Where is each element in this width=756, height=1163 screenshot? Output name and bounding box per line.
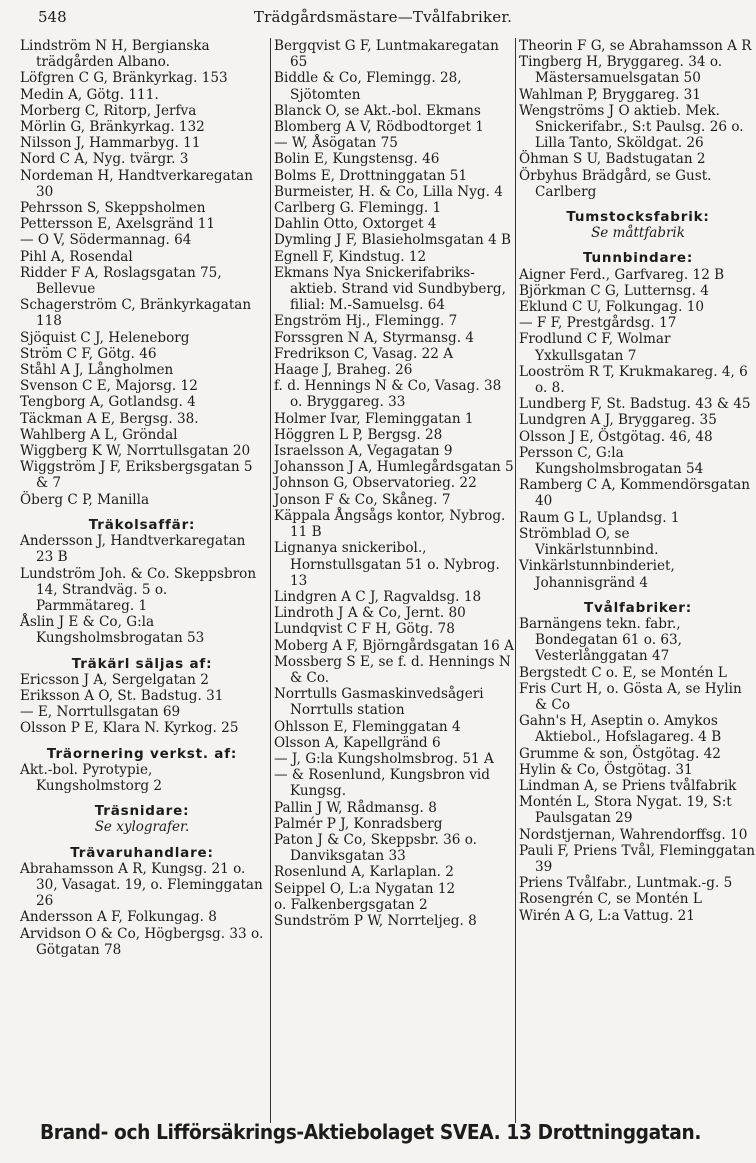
directory-entry: Ekmans Nya Snickerifabriks-aktieb. Strand vid Sundbyberg, filial: M.-Samuelsg. 64 bbox=[274, 264, 506, 314]
section-heading: Träsnidare: bbox=[94, 803, 190, 820]
section-heading: Träkärl säljas af: bbox=[71, 655, 213, 672]
directory-entry: Abrahamsson A R, Kungsg. 21 o. 30, Vasagat. 19, o. Fleminggatan 26 bbox=[20, 860, 263, 910]
directory-entry: Käppala Ångsågs kontor, Nybrog. 11 B bbox=[274, 507, 506, 541]
directory-entry: Täckman A E, Bergsg. 38. bbox=[20, 410, 199, 427]
directory-entry: Lindström N H, Bergianska trädgården Albano. bbox=[20, 38, 210, 71]
directory-entry: Löfgren C G, Bränkyrkag. 153 bbox=[20, 70, 228, 87]
directory-entry: Lignanya snickeribol., Hornstullsgatan 51 o. Nybrog. 13 bbox=[274, 540, 500, 589]
directory-entry: Olsson P E, Klara N. Kyrkog. 25 bbox=[20, 720, 239, 737]
directory-entry: Lundström Joh. & Co. Skeppsbron 14, Strandväg. 5 o. Parmmätareg. 1 bbox=[20, 565, 257, 614]
directory-entry: Andersson J, Handtverkaregatan 23 B bbox=[20, 533, 246, 566]
directory-entry: Bergstedt C o. E, se Montén L bbox=[519, 664, 727, 681]
directory-entry: Sjöquist C J, Heleneborg bbox=[20, 329, 190, 346]
directory-entry: Strömblad O, se Vinkärlstunnbind. bbox=[519, 525, 659, 559]
directory-entry: Svenson C E, Majorsg. 12 bbox=[20, 378, 198, 395]
column-3 bbox=[515, 38, 756, 1123]
directory-entry: Engström Hj., Flemingg. 7 bbox=[274, 313, 458, 330]
page-number: 548 bbox=[38, 8, 67, 26]
section-heading: Tvålfabriker: bbox=[584, 599, 692, 616]
directory-entry: Ståhl A J, Långholmen bbox=[20, 362, 174, 379]
directory-entry: f. d. Hennings N & Co, Vasag. 38 o. Bryggareg. 33 bbox=[274, 378, 502, 411]
directory-entry: Wirén A G, L:a Vattug. 21 bbox=[519, 907, 695, 924]
directory-entry: Lindgren A C J, Ragvaldsg. 18 bbox=[274, 588, 482, 605]
directory-entry: Holmer Ivar, Fleminggatan 1 bbox=[274, 410, 474, 427]
section-heading: Tunnbindare: bbox=[582, 250, 694, 267]
directory-entry: Lindroth J A & Co, Jernt. 80 bbox=[274, 605, 466, 622]
directory-entry: Dymling J F, Blasieholmsgatan 4 B bbox=[274, 232, 512, 249]
directory-entry: Blomberg A V, Rödbodtorget 1 bbox=[274, 119, 484, 136]
directory-entry: Nordeman H, Handtverkaregatan 30 bbox=[20, 167, 254, 200]
directory-entry: Blanck O, se Akt.-bol. Ekmans bbox=[274, 102, 481, 119]
directory-entry: Mossberg S E, se f. d. Hennings N & Co. bbox=[274, 653, 511, 686]
directory-entry: Ericsson J A, Sergelgatan 2 bbox=[20, 671, 209, 688]
section-heading: Tumstocksfabrik: bbox=[566, 209, 710, 226]
directory-entry: Haage J, Braheg. 26 bbox=[274, 362, 413, 379]
page-title: Trädgårdsmästare—Tvålfabriker. bbox=[253, 8, 513, 26]
footer-advertisement: Brand- och Lifförsäkrings-Aktiebolaget SVEA. 13 Drottninggatan. bbox=[40, 1120, 702, 1144]
directory-entry: Vinkärlstunnbinderiet, Johannisgränd 4 bbox=[519, 558, 675, 591]
directory-entry: Rosenlund A, Karlaplan. 2 bbox=[274, 864, 454, 881]
directory-entry: Fris Curt H, o. Gösta A, se Hylin & Co bbox=[519, 680, 742, 713]
directory-entry: Dahlin Otto, Oxtorget 4 bbox=[274, 216, 437, 233]
directory-entry: Tengborg A, Gotlandsg. 4 bbox=[20, 394, 196, 411]
directory-entry: Hylin & Co, Östgötag. 31 bbox=[519, 761, 693, 778]
directory-entry: Seippel O, L:a Nygatan 12 bbox=[274, 880, 456, 897]
directory-entry: Fredrikson C, Vasag. 22 A bbox=[274, 345, 454, 362]
directory-entry: — F F, Prestgårdsg. 17 bbox=[519, 315, 677, 332]
directory-entry: Wahlberg A L, Gröndal bbox=[20, 426, 178, 443]
cross-reference: Se måttfabrik bbox=[591, 225, 685, 242]
directory-entry: Örbyhus Brädgård, se Gust. Carlberg bbox=[519, 167, 712, 200]
section-heading: Träkolsaffär: bbox=[88, 516, 196, 533]
directory-entry: — W, Åsögatan 75 bbox=[274, 135, 398, 152]
directory-entry: Aigner Ferd., Garfvareg. 12 B bbox=[519, 266, 725, 283]
directory-entry: Olsson J E, Östgötag. 46, 48 bbox=[519, 428, 713, 445]
directory-entry: Pihl A, Rosendal bbox=[20, 248, 133, 265]
directory-entry: Pehrsson S, Skeppsholmen bbox=[20, 200, 206, 217]
directory-entry: Biddle & Co, Flemingg. 28, Sjötomten bbox=[274, 70, 462, 103]
directory-entry: Pettersson E, Axelsgränd 11 bbox=[20, 216, 216, 233]
directory-entry: Gahn's H, Aseptin o. Amykos Aktiebol., Hofslagareg. 4 B bbox=[519, 713, 722, 746]
directory-entry: Wengströms J O aktieb. Mek. Snickerifabr., S:t Paulsg. 26 o. Lilla Tanto, Sköldgat. 26 bbox=[519, 102, 744, 152]
directory-entry: Bergqvist G F, Luntmakaregatan 65 bbox=[274, 38, 499, 71]
directory-entry: Nilsson J, Hammarbyg. 11 bbox=[20, 135, 201, 152]
directory-entry: Paton J & Co, Skeppsbr. 36 o. Danviksgatan 33 bbox=[274, 831, 477, 865]
directory-entry: Norrtulls Gasmaskinvedsågeri Norrtulls station bbox=[274, 686, 484, 719]
column-1 bbox=[20, 38, 264, 958]
directory-entry: Barnängens tekn. fabr., Bondegatan 61 o. 63, Vesterlånggatan 47 bbox=[519, 615, 682, 665]
directory-entry: Nord C A, Nyg. tvärgr. 3 bbox=[20, 151, 189, 168]
directory-entry: Palmér P J, Konradsberg bbox=[274, 815, 443, 832]
directory-entry: o. Falkenbergsgatan 2 bbox=[274, 896, 428, 913]
directory-entry: Höggren L P, Bergsg. 28 bbox=[274, 426, 443, 443]
directory-entry: Andersson A F, Folkungag. 8 bbox=[20, 909, 217, 926]
directory-entry: Medin A, Götg. 111. bbox=[20, 86, 159, 103]
directory-entry: Pallin J W, Rådmansg. 8 bbox=[274, 799, 437, 816]
directory-entry: Bolin E, Kungstensg. 46 bbox=[274, 151, 440, 168]
directory-entry: Öhman S U, Badstugatan 2 bbox=[519, 151, 706, 168]
directory-entry: Lundqvist C F H, Götg. 78 bbox=[274, 621, 455, 638]
directory-entry: Lundgren A J, Bryggareg. 35 bbox=[519, 412, 717, 429]
directory-entry: Lindman A, se Priens tvålfabrik bbox=[519, 777, 737, 794]
directory-entry: Sundström P W, Norrteljeg. 8 bbox=[274, 912, 477, 929]
directory-entry: Johnson G, Observatorieg. 22 bbox=[274, 475, 477, 492]
directory-entry: Ohlsson E, Fleminggatan 4 bbox=[274, 718, 461, 735]
column-2 bbox=[270, 38, 515, 1123]
section-heading: Trävaruhandlare: bbox=[70, 844, 214, 861]
directory-entry: Burmeister, H. & Co, Lilla Nyg. 4 bbox=[274, 183, 503, 200]
directory-entry: Ström C F, Götg. 46 bbox=[20, 345, 157, 362]
directory-entry: Wiggström J F, Eriksbergsgatan 5 & 7 bbox=[20, 459, 253, 492]
directory-entry: Pauli F, Priens Tvål, Fleminggatan 39 bbox=[519, 842, 755, 875]
directory-entry: — J, G:la Kungsholmsbrog. 51 A bbox=[274, 750, 494, 767]
directory-entry: Montén L, Stora Nygat. 19, S:t Paulsgatan 29 bbox=[519, 794, 732, 827]
directory-entry: Johansson J A, Humlegårdsgatan 5 bbox=[274, 459, 514, 476]
directory-entry: Eriksson A O, St. Badstug. 31 bbox=[20, 687, 224, 704]
section-heading: Träornering verkst. af: bbox=[46, 745, 238, 762]
directory-entry: Morberg C, Ritorp, Jerfva bbox=[20, 102, 197, 119]
directory-entry: Ramberg C A, Kommendörsgatan 40 bbox=[519, 477, 751, 510]
page-header bbox=[38, 8, 728, 30]
directory-entry: Mörlin G, Bränkyrkag. 132 bbox=[20, 119, 205, 136]
directory-entry: Raum G L, Uplandsg. 1 bbox=[519, 509, 680, 526]
directory-entry: Israelsson A, Vegagatan 9 bbox=[274, 443, 453, 460]
directory-entry: Nordstjernan, Wahrendorffsg. 10 bbox=[519, 826, 748, 843]
cross-reference: Se xylografer. bbox=[94, 819, 190, 836]
directory-entry: Bolms E, Drottninggatan 51 bbox=[274, 167, 468, 184]
directory-entry: Olsson A, Kapellgränd 6 bbox=[274, 734, 441, 751]
directory-entry: Björkman C G, Lutternsg. 4 bbox=[519, 282, 709, 299]
directory-entry: Egnell F, Kindstug. 12 bbox=[274, 248, 427, 265]
directory-entry: Ridder F A, Roslagsgatan 75, Bellevue bbox=[20, 264, 222, 298]
directory-entry: Schagerström C, Bränkyrkagatan 118 bbox=[20, 297, 252, 330]
directory-entry: Persson C, G:la Kungsholmsbrogatan 54 bbox=[519, 444, 704, 478]
directory-entry: Carlberg G. Flemingg. 1 bbox=[274, 200, 442, 217]
directory-entry: — E, Norrtullsgatan 69 bbox=[20, 704, 181, 721]
directory-entry: Rosengrén C, se Montén L bbox=[519, 891, 702, 908]
directory-entry: Theorin F G, se Abrahamsson A R bbox=[519, 38, 752, 54]
directory-entry: Priens Tvålfabr., Luntmak.-g. 5 bbox=[519, 875, 733, 892]
directory-entry: Åslin J E & Co, G:la Kungsholmsbrogatan 53 bbox=[20, 614, 205, 647]
directory-entry: — O V, Södermannag. 64 bbox=[20, 232, 192, 249]
directory-entry: Eklund C U, Folkungag. 10 bbox=[519, 299, 705, 316]
directory-entry: Frodlund C F, Wolmar Yxkullsgatan 7 bbox=[519, 331, 671, 364]
directory-entry: Arvidson O & Co, Högbergsg. 33 o. Götgatan 78 bbox=[20, 925, 264, 958]
directory-entry: — & Rosenlund, Kungsbron vid Kungsg. bbox=[274, 767, 490, 800]
directory-entry: Akt.-bol. Pyrotypie, Kungsholmstorg 2 bbox=[20, 761, 163, 794]
directory-entry: Öberg C P, Manilla bbox=[20, 491, 150, 508]
directory-entry: Tingberg H, Bryggareg. 34 o. Mästersamuelsgatan 50 bbox=[519, 54, 723, 87]
directory-entry: Wiggberg K W, Norrtullsgatan 20 bbox=[20, 443, 251, 460]
directory-entry: Moberg A F, Björngårdsgatan 16 A bbox=[274, 637, 514, 654]
directory-entry: Forssgren N A, Styrmansg. 4 bbox=[274, 329, 474, 346]
directory-entry: Wahlman P, Bryggareg. 31 bbox=[519, 86, 701, 103]
directory-entry: Jonson F & Co, Skåneg. 7 bbox=[274, 491, 451, 508]
directory-entry: Grumme & son, Östgötag. 42 bbox=[519, 745, 721, 762]
directory-entry: Lundberg F, St. Badstug. 43 & 45 bbox=[519, 396, 751, 413]
directory-entry: Looström R T, Krukmakareg. 4, 6 o. 8. bbox=[519, 363, 748, 397]
